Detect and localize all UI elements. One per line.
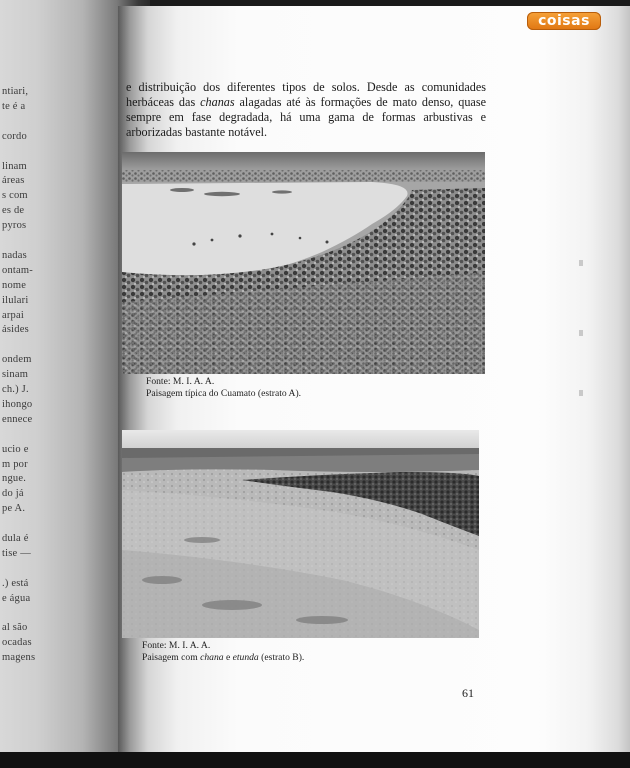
left-page-fragment: áreas [2, 175, 25, 187]
left-page-fragment: ásides [2, 324, 29, 336]
page-number: 61 [462, 686, 474, 700]
left-page-fragment: pyros [2, 220, 27, 232]
left-page-fragment: es de [2, 205, 25, 217]
photo-cuamato-landscape [122, 152, 485, 374]
paragraph-text-2: alagadas até às formações de mato denso, quase sempre em fase degradada, há uma gama de formas arbustivas e arborizadas bastante notável. [126, 95, 486, 139]
paragraph-italic-chanas: chanas [200, 95, 235, 109]
left-page-fragment: ngue. [2, 473, 27, 485]
photo-b-caption [142, 640, 304, 664]
margin-mark [579, 260, 583, 266]
body-paragraph [126, 80, 486, 140]
margin-mark [579, 390, 583, 396]
photo-b-caption-etunda: etunda [232, 652, 259, 663]
left-page-fragment: sinam [2, 369, 29, 381]
margin-mark [579, 330, 583, 336]
photo-a-caption [146, 376, 301, 400]
left-page-fragment: do já [2, 488, 24, 500]
left-page-fragment: ucio e [2, 443, 29, 455]
left-page-fragment: cordo [2, 130, 27, 142]
photo-b-caption-suffix: (estrato B). [258, 652, 305, 663]
left-page-fragment: e água [2, 592, 31, 604]
left-page-fragment: al são [2, 622, 28, 634]
left-page-fragment: ch.) J. [2, 384, 29, 395]
left-page-fragment: linam [2, 160, 27, 172]
left-page-fragment: ilulari [2, 294, 29, 306]
left-page-fragment: te é a [2, 100, 26, 112]
left-page-fragment: ihongo [2, 398, 33, 410]
left-page-fragment: ocadas [2, 637, 32, 649]
left-page-fragment: ontam- [2, 264, 33, 276]
photo-chana-etunda-landscape [122, 430, 479, 638]
left-page-fragment: ntiari, [2, 86, 29, 97]
left-page-text-fragments [0, 0, 60, 760]
left-page-fragment: ennece [2, 413, 33, 425]
photo-b-caption-prefix: Paisagem com [142, 652, 201, 663]
photo-b-caption-mid: e [223, 652, 233, 663]
coisas-logo: coisas [527, 12, 601, 30]
left-page-fragment: s com [2, 190, 28, 202]
left-page-fragment: .) está [2, 577, 29, 589]
photo-a-source: Fonte: M. I. A. A. [146, 376, 215, 387]
left-page-fragment: m por [2, 458, 28, 470]
photo-b-description [142, 652, 304, 664]
left-page-fragment: nadas [2, 249, 27, 261]
scan-bottom-edge [0, 752, 630, 768]
left-page-fragment: magens [2, 652, 36, 664]
left-page-fragment: pe A. [2, 503, 26, 515]
left-page-fragment: arpai [2, 309, 24, 321]
left-page-fragment: tise — [2, 547, 31, 559]
photo-b-source: Fonte: M. I. A. A. [142, 640, 211, 651]
photo-a-description: Paisagem típica do Cuamato (estrato A). [146, 388, 302, 399]
paragraph-text-1: e distribuição dos diferentes tipos de solos. Desde as comunidades herbáceas das [126, 80, 486, 109]
left-page-fragment: ondem [2, 354, 32, 366]
left-page-fragment: nome [2, 279, 27, 291]
left-page-fragment: dula é [2, 533, 29, 544]
photo-b-caption-chana: chana [200, 652, 224, 663]
